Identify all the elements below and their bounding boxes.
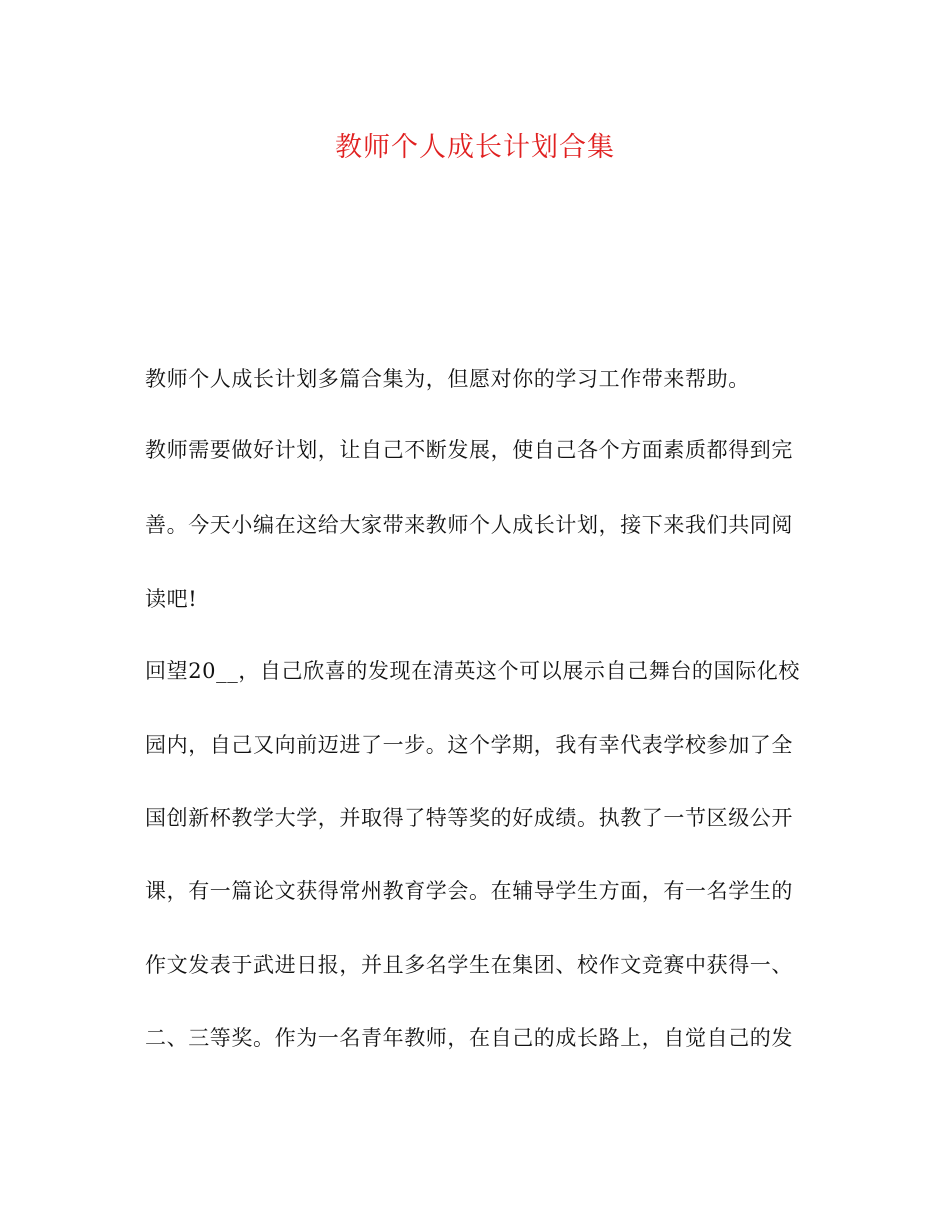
body-text-line: 读吧! xyxy=(145,587,198,611)
body-text-line: 国创新杯教学大学，并取得了特等奖的好成绩。执教了一节区级公开 xyxy=(145,806,793,830)
document-title: 教师个人成长计划合集 xyxy=(335,132,615,163)
body-text-line: 教师个人成长计划多篇合集为，但愿对你的学习工作带来帮助。 xyxy=(145,367,750,391)
body-text-line: 回望20__，自己欣喜的发现在清英这个可以展示自己舞台的国际化校 xyxy=(145,659,800,683)
body-text-line: 课，有一篇论文获得常州教育学会。在辅导学生方面，有一名学生的 xyxy=(145,879,793,903)
body-text-line: 作文发表于武进日报，并且多名学生在集团、校作文竞赛中获得一、 xyxy=(145,953,793,977)
body-text-line: 园内，自己又向前迈进了一步。这个学期，我有幸代表学校参加了全 xyxy=(145,733,793,757)
body-text-line: 教师需要做好计划，让自己不断发展，使自己各个方面素质都得到完 xyxy=(145,438,793,462)
body-text-line: 善。今天小编在这给大家带来教师个人成长计划，接下来我们共同阅 xyxy=(145,513,793,537)
body-text-line: 二、三等奖。作为一名青年教师，在自己的成长路上，自觉自己的发 xyxy=(145,1026,793,1050)
